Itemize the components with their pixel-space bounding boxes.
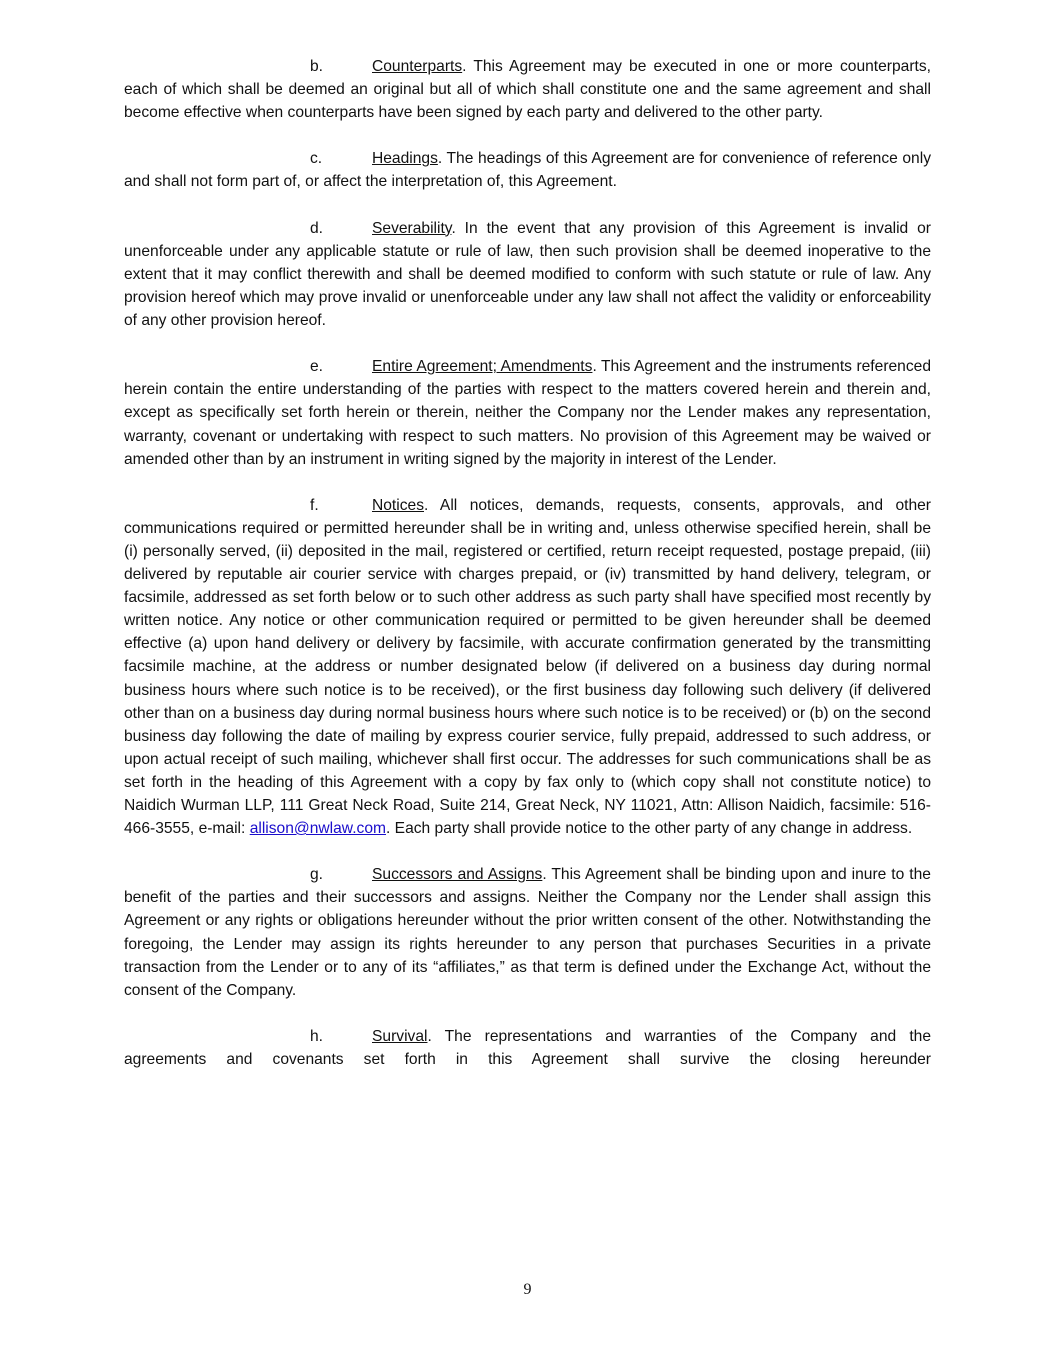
section-c-label: c. (310, 150, 323, 168)
section-h-label: h. (310, 1027, 324, 1045)
section-g-label: g. (310, 866, 324, 884)
section-e-body: . This Agreement and the instruments referenced herein contain the entire understanding of the parties with respect to the matters covered herein and therein and, except as specifically set forth herein or therein, neither the Company nor the Lender makes any representation, warranty, covenant or undertaking with respect to such matters. No provision of this Agreement may be waived or amended other than by an instrument in writing signed by the majority in interest of the Lender. (124, 358, 931, 468)
section-h (124, 1025, 931, 1071)
section-g-body: . This Agreement shall be binding upon and inure to the benefit of the parties and their successors and assigns. Neither the Company nor the Lender shall assign this Agreement or any rights or obligations hereunder without the prior written consent of the other. Notwithstanding the foregoing, the Lender may assign its rights hereunder to any person that purchases Securities in a private transaction from the Lender or to any of its “affiliates,” as that term is defined under the Exchange Act, without the consent of the Company. (124, 866, 931, 999)
section-h-heading: Survival (372, 1027, 428, 1045)
section-b (124, 55, 931, 124)
section-c-heading: Headings (372, 150, 438, 168)
document-body (124, 55, 931, 1094)
section-b-label: b. (310, 58, 324, 75)
section-c-body: . The headings of this Agreement are for convenience of reference only and shall not form part of, or affect the interpretation of, this Agreement. (124, 150, 931, 191)
section-d (124, 217, 931, 332)
section-f-heading: Notices (372, 496, 424, 514)
notice-email-link[interactable]: allison@nwlaw.com (249, 820, 386, 838)
section-d-heading: Severability (372, 219, 452, 237)
section-c (124, 147, 931, 193)
section-e-label: e. (310, 358, 324, 376)
section-d-body: . In the event that any provision of this Agreement is invalid or unenforceable under any applicable statute or rule of law, then such provision shall be deemed inoperative to the extent that it may conflict therewith and shall be deemed modified to conform with such statute or rule of law. Any provision hereof which may prove invalid or unenforceable under any law shall not affect the validity or enforceability of any other provision hereof. (124, 219, 931, 330)
section-h-body: . The representations and warranties of the Company and the agreements and covenants set forth in this Agreement shall survive the closing hereunder (124, 1027, 931, 1069)
page-number: 9 (523, 1281, 532, 1298)
section-b-heading: Counterparts (372, 58, 463, 75)
section-e (124, 355, 931, 470)
section-f (124, 494, 931, 840)
section-f-label: f. (310, 496, 319, 514)
section-e-heading: Entire Agreement; Amendments (372, 358, 593, 376)
section-g-heading: Successors and Assigns (372, 866, 543, 884)
section-d-label: d. (310, 219, 324, 237)
section-f-body: . All notices, demands, requests, consents, approvals, and other communications required or permitted hereunder shall be in writing and, unless otherwise specified herein, shall be (i) personally served, (ii) deposited in the mail, registered or certified, return receipt requested, postage prepaid, (iii) delivered by reputable air courier service with charges prepaid, or (iv) transmitted by hand delivery, telegram, or facsimile, addressed as set forth below or to such other address as such party shall have specified most recently by written notice. Any notice or other communication required or permitted to be given hereunder shall be deemed effective (a) upon hand delivery or delivery by facsimile, with accurate confirmation generated by the transmitting facsimile machine, at the address or number designated below (if delivered on a business day during normal business hours where such notice is to be received), or the first business day following such delivery (if delivered other than on a business day during normal business hours where such notice is to be received) or (b) on the second business day following the date of mailing by express courier service, fully prepaid, addressed to such address, or upon actual receipt of such mailing, whichever shall first occur. The addresses for such communications shall be as set forth in the heading of this Agreement with a copy by fax only to (which copy shall not constitute notice) to Naidich Wurman LLP, 111 Great Neck Road, Suite 214, Great Neck, NY 11021, Attn: Allison Naidich, facsimile: 516-466-3555, e-mail: (124, 496, 931, 838)
section-f-body-after: . Each party shall provide notice to the other party of any change in address. (386, 820, 913, 838)
section-b-body: . This Agreement may be executed in one or more counterparts, each of which shall be deemed an original but all of which shall constitute one and the same agreement and shall become effective when counterparts have been signed by each party and delivered to the other party. (124, 58, 931, 122)
section-g (124, 863, 931, 1002)
